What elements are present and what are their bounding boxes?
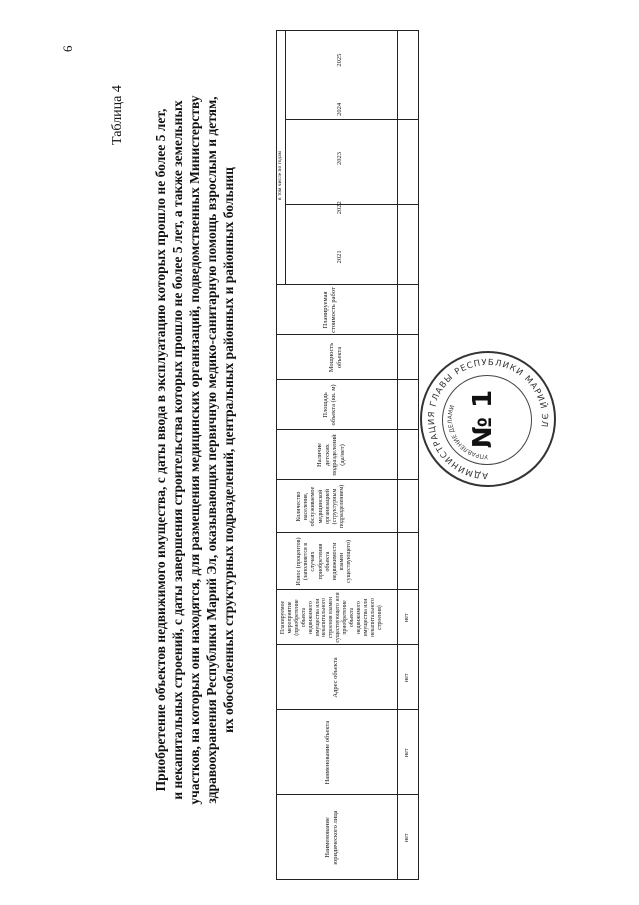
header-by-years: в том числе по годам [277, 150, 283, 200]
document-title [152, 65, 237, 835]
seal-inner-label: УПРАВЛЕНИЕ ДЕЛАМИ [446, 404, 489, 461]
cell-object-address: нет [404, 673, 410, 682]
title-line: здравоохранения Республики Марий Эл, оказывающих первичную медико-санитарную помощь взрослым и детям, [204, 96, 219, 804]
header-divider [397, 30, 398, 880]
col-line [276, 30, 419, 31]
title-line: Приобретение объектов недвижимого имущества, с даты ввода в эксплуатацию которых прошло не более 5 лет, [153, 108, 168, 792]
year-2024: 2024 [336, 102, 343, 116]
header-children-units: Наличие детских подразделений (да/нет) [316, 434, 346, 476]
header-object-address: Адрес объекта [332, 657, 339, 698]
col-line [276, 284, 419, 285]
col-line [276, 479, 419, 480]
page-number: 6 [60, 45, 75, 52]
col-line [276, 589, 419, 590]
seal-ring-label: АДМИНИСТРАЦИЯ ГЛАВЫ РЕСПУБЛИКИ МАРИЙ ЭЛ [426, 357, 550, 481]
year-2022: 2022 [336, 201, 343, 215]
col-line [285, 119, 419, 120]
cell-object-name: нет [404, 748, 410, 757]
year-2025: 2025 [336, 53, 343, 67]
col-line [276, 644, 419, 645]
cell-legal-entity: нет [404, 833, 410, 842]
seal-number: № 1 [468, 389, 498, 449]
header-planned-cost: Планируемая стоимость работ [322, 287, 337, 333]
header-object-name: Наименование объекта [324, 720, 331, 785]
header-area: Площадь объекта (кв. м) [322, 384, 337, 426]
header-legal-entity: Наименование юридического лица [324, 810, 339, 865]
header-capacity: Мощность объекта [328, 342, 343, 373]
col-line [276, 334, 419, 335]
year-2021: 2021 [336, 250, 343, 264]
col-line [276, 794, 419, 795]
title-line: их обособленных структурных подразделений, центральных районных и районных больниц [221, 167, 236, 733]
col-line [276, 379, 419, 380]
col-line [276, 879, 419, 880]
col-line [276, 429, 419, 430]
table-label: Таблица 4 [110, 85, 125, 145]
header-planned-action: Планируемое мероприятие (приобретение объекта недвижимого имущества или некапитального строения взамен существующего или приобретение объекта недвижимого имущества или некапитального строения) [280, 592, 383, 643]
official-seal [420, 351, 556, 487]
col-line [276, 709, 419, 710]
table-border-bottom [418, 30, 419, 880]
header-wear: Износ (процентов) (заполняется в случаях приобретения объекта недвижимости взамен существующего) [296, 537, 353, 586]
year-2023: 2023 [336, 152, 343, 165]
header-population: Количество населения, обслуживаемое медицинской организацией (структурным подразделением) [296, 484, 346, 529]
col-line [276, 532, 419, 533]
cell-planned-action: нет [404, 613, 410, 622]
group-divider [285, 30, 286, 285]
data-table [276, 30, 419, 880]
title-line: участков, на которых они находятся, для размещения медицинских организаций, подведомственных Министерству [187, 95, 202, 805]
title-line: и некапитальных строений, с даты завершения строительства которых прошло не более 5 лет, а также земельных [170, 100, 185, 800]
col-line [285, 204, 419, 205]
